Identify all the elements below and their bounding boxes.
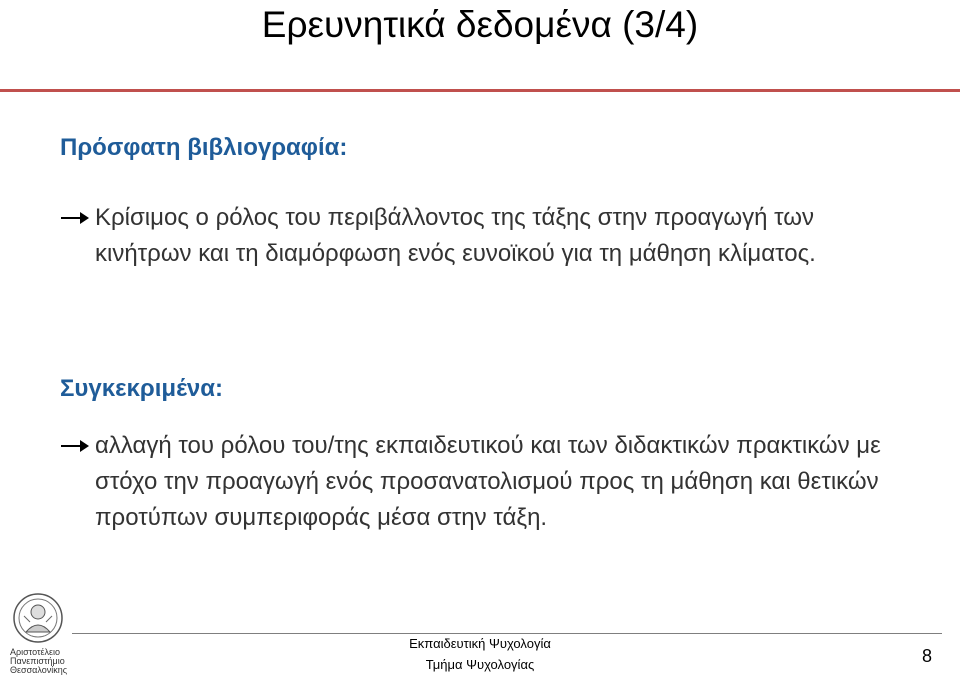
bullet-text: αλλαγή του ρόλου του/της εκπαιδευτικού και των διδακτικών πρακτικών με στόχο την προαγωγή ενός προσανατολισμού προς τη μάθηση και θετικών προτύπων συμπεριφοράς μέσα στην τάξη. [95, 432, 881, 531]
section-heading-specifically: Συγκεκριμένα: [60, 375, 223, 402]
bullet-item [60, 428, 920, 536]
arrow-right-icon [60, 209, 90, 227]
logo-line: Αριστοτέλειο [10, 647, 61, 657]
footer-course: Εκπαιδευτική Ψυχολογία [409, 636, 551, 651]
logo-line: Θεσσαλονίκης [10, 665, 68, 675]
slide-title: Ερευνητικά δεδομένα (3/4) [261, 4, 699, 45]
title-divider [0, 89, 960, 92]
bullet-text: Κρίσιμος ο ρόλος του περιβάλλοντος της τάξης στην προαγωγή των κινήτρων και τη διαμόρφωση ενός ευνοϊκού για τη μάθηση κλίματος. [95, 204, 816, 267]
section-heading-literature: Πρόσφατη βιβλιογραφία: [60, 134, 348, 161]
arrow-right-icon [60, 437, 90, 455]
footer-divider [72, 633, 942, 634]
page-number: 8 [921, 646, 932, 666]
logo-line: Πανεπιστήμιο [10, 656, 65, 666]
bullet-item [60, 200, 880, 272]
footer-department: Τμήμα Ψυχολογίας [425, 657, 535, 672]
